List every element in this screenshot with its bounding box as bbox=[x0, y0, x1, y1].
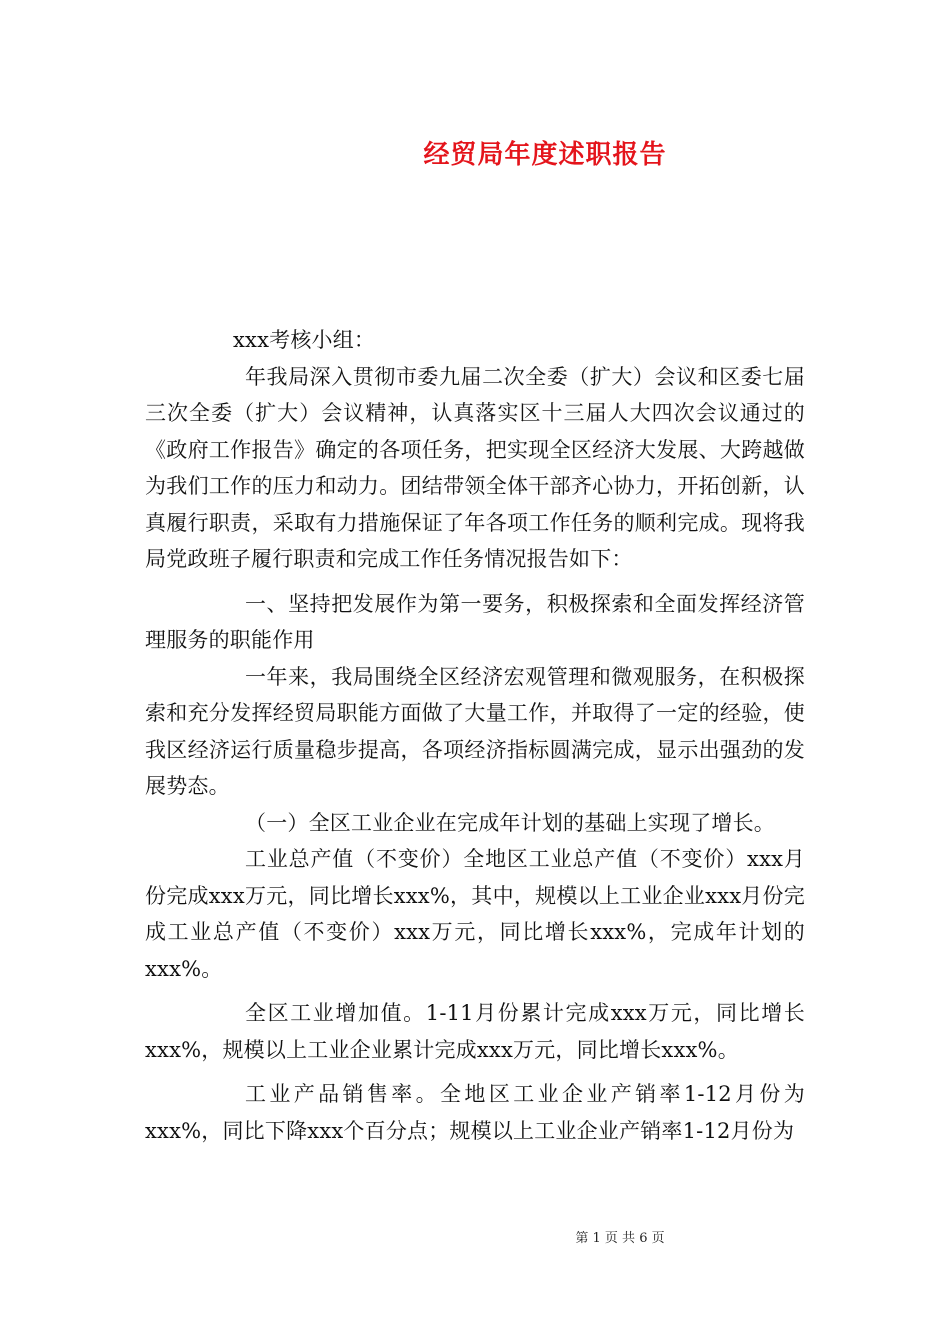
section-heading-1: 一、坚持把发展作为第一要务，积极探索和全面发挥经济管理服务的职能作用 bbox=[145, 591, 805, 652]
salutation: xxx考核小组： bbox=[233, 328, 376, 352]
page-number: 第 1 页 共 6 页 bbox=[575, 1231, 665, 1246]
document-title: 经贸局年度述职报告 bbox=[423, 140, 667, 170]
subsection-heading-1: （一）全区工业企业在完成年计划的基础上实现了增长。 bbox=[245, 810, 775, 835]
paragraph-value-added: 全区工业增加值。1-11月份累计完成xxx万元，同比增长xxx%，规模以上工业企业累计完成xxx万元，同比增长xxx%。 bbox=[145, 1001, 805, 1062]
document-body bbox=[145, 322, 805, 1149]
paragraph-sales-rate: 工业产品销售率。全地区工业企业产销率1-12月份为xxx%，同比下降xxx个百分点；规模以上工业企业产销率1-12月份为 bbox=[145, 1082, 805, 1143]
paragraph-output-value: 工业总产值（不变价）全地区工业总产值（不变价）xxx月份完成xxx万元，同比增长xxx%，其中，规模以上工业企业xxx月份完成工业总产值（不变价）xxx万元，同比增长xxx%，完成年计划的xxx%。 bbox=[145, 847, 805, 981]
paragraph-intro: 年我局深入贯彻市委九届二次全委（扩大）会议和区委七届三次全委（扩大）会议精神，认真落实区十三届人大四次会议通过的《政府工作报告》确定的各项任务，把实现全区经济大发展、大跨越做为我们工作的压力和动力。团结带领全体干部齐心协力，开拓创新，认真履行职责，采取有力措施保证了年各项工作任务的顺利完成。现将我局党政班子履行职责和完成工作任务情况报告如下： bbox=[145, 364, 805, 571]
paragraph-overview: 一年来，我局围绕全区经济宏观管理和微观服务，在积极探索和充分发挥经贸局职能方面做了大量工作，并取得了一定的经验，使我区经济运行质量稳步提高，各项经济指标圆满完成，显示出强劲的发展势态。 bbox=[145, 664, 805, 798]
